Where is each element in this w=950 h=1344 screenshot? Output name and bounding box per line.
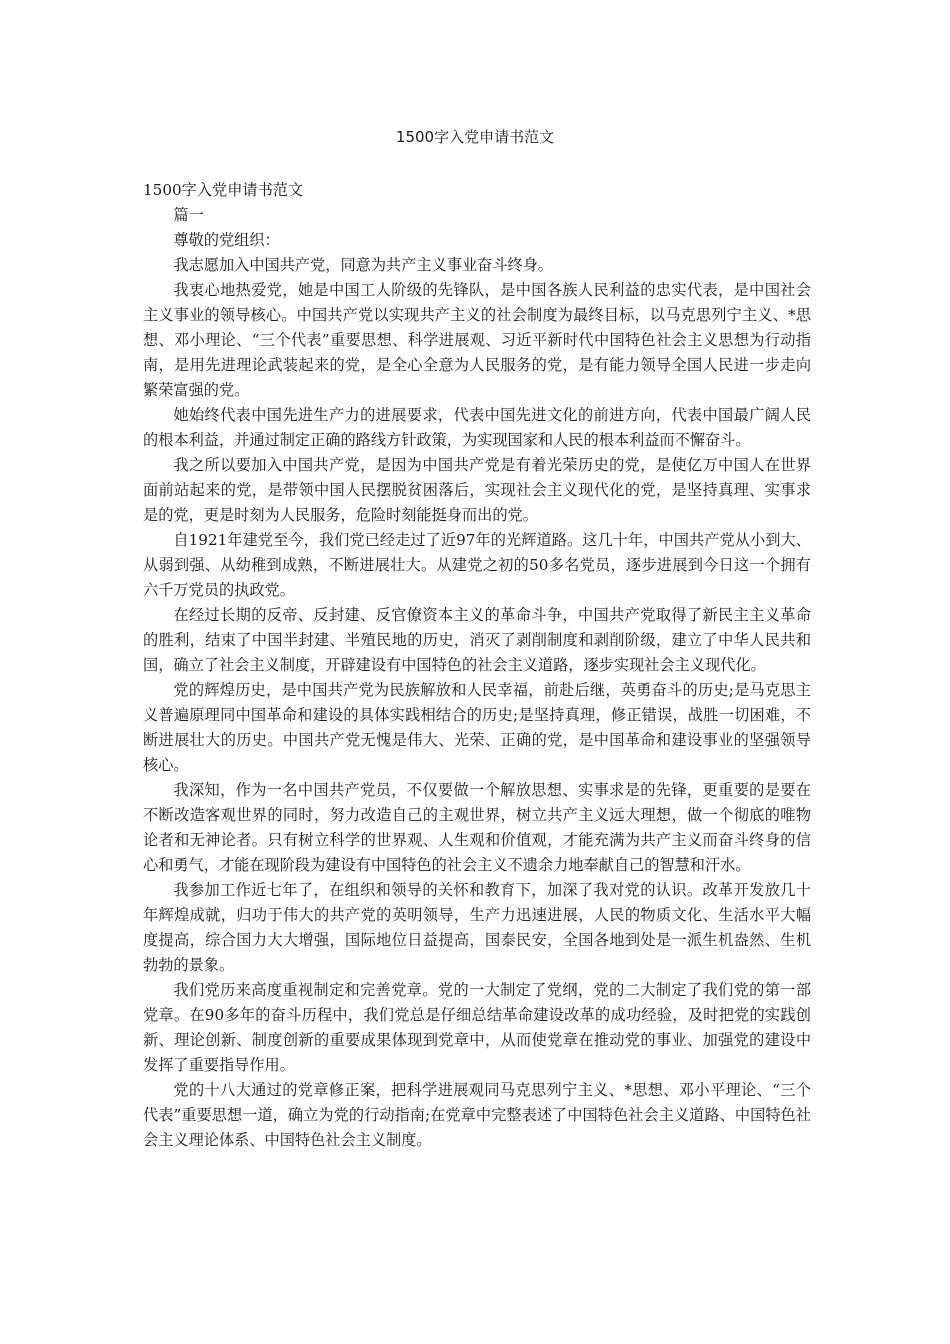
document-subtitle: 1500字入党申请书范文 [143,181,304,199]
paragraph: 她始终代表中国先进生产力的进展要求，代表中国先进文化的前进方向，代表中国最广阔人民的根本利益，并通过制定正确的路线方针政策，为实现国家和人民的根本利益而不懈奋斗。 [143,406,811,449]
paragraph: 我深知，作为一名中国共产党员，不仅要做一个解放思想、实事求是的先锋，更重要的是要在不断改造客观世界的同时，努力改造自己的主观世界，树立共产主义远大理想，做一个彻底的唯物论者和无神论者。只有树立科学的世界观、人生观和价值观，才能充满为共产主义而奋斗终身的信心和勇气，才能在现阶段为建设有中国特色的社会主义不遗余力地奉献自己的智慧和汗水。 [143,781,811,874]
document-body [143,178,811,1153]
paragraph: 我志愿加入中国共产党，同意为共产主义事业奋斗终身。 [173,256,554,274]
paragraph: 我之所以要加入中国共产党，是因为中国共产党是有着光荣历史的党，是使亿万中国人在世界面前站起来的党，是带领中国人民摆脱贫困落后，实现社会主义现代化的党，是坚持真理、实事求是的党，更是时刻为人民服务，危险时刻能挺身而出的党。 [143,456,811,524]
section-heading: 篇一 [173,206,204,224]
salutation: 尊敬的党组织： [173,231,280,249]
paragraph: 党的十八大通过的党章修正案，把科学进展观同马克思列宁主义、*思想、邓小平理论、“三个代表”重要思想一道，确立为党的行动指南;在党章中完整表述了中国特色社会主义道路、中国特色社会主义理论体系、中国特色社会主义制度。 [143,1081,811,1149]
document-title: 1500字入党申请书范文 [395,128,555,146]
paragraph: 我参加工作近七年了，在组织和领导的关怀和教育下，加深了我对党的认识。改革开发放几十年辉煌成就，归功于伟大的共产党的英明领导，生产力迅速进展，人民的物质文化、生活水平大幅度提高，综合国力大大增强，国际地位日益提高，国泰民安，全国各地到处是一派生机盎然、生机勃勃的景象。 [143,881,811,974]
paragraph: 在经过长期的反帝、反封建、反官僚资本主义的革命斗争，中国共产党取得了新民主主义革命的胜利，结束了中国半封建、半殖民地的历史，消灭了剥削制度和剥削阶级，建立了中华人民共和国，确立了社会主义制度，开辟建设有中国特色的社会主义道路，逐步实现社会主义现代化。 [143,606,811,674]
paragraph: 我们党历来高度重视制定和完善党章。党的一大制定了党纲，党的二大制定了我们党的第一部党章。在90多年的奋斗历程中，我们党总是仔细总结革命建设改革的成功经验，及时把党的实践创新、理论创新、制度创新的重要成果体现到党章中，从而使党章在推动党的事业、加强党的建设中发挥了重要指导作用。 [143,981,811,1074]
paragraph: 自1921年建党至今，我们党已经走过了近97年的光辉道路。这几十年，中国共产党从小到大、从弱到强、从幼稚到成熟，不断进展壮大。从建党之初的50多名党员，逐步进展到今日这一个拥有六千万党员的执政党。 [143,531,811,599]
paragraph: 党的辉煌历史，是中国共产党为民族解放和人民幸福，前赴后继，英勇奋斗的历史;是马克思主义普遍原理同中国革命和建设的具体实践相结合的历史;是坚持真理，修正错误，战胜一切困难，不断进展壮大的历史。中国共产党无愧是伟大、光荣、正确的党，是中国革命和建设事业的坚强领导核心。 [143,681,811,774]
paragraph: 我衷心地热爱党，她是中国工人阶级的先锋队，是中国各族人民利益的忠实代表，是中国社会主义事业的领导核心。中国共产党以实现共产主义的社会制度为最终目标，以马克思列宁主义、*思想、邓小理论、“三个代表”重要思想、科学进展观、习近平新时代中国特色社会主义思想为行动指南，是用先进理论武装起来的党，是全心全意为人民服务的党，是有能力领导全国人民进一步走向繁荣富强的党。 [143,281,811,399]
